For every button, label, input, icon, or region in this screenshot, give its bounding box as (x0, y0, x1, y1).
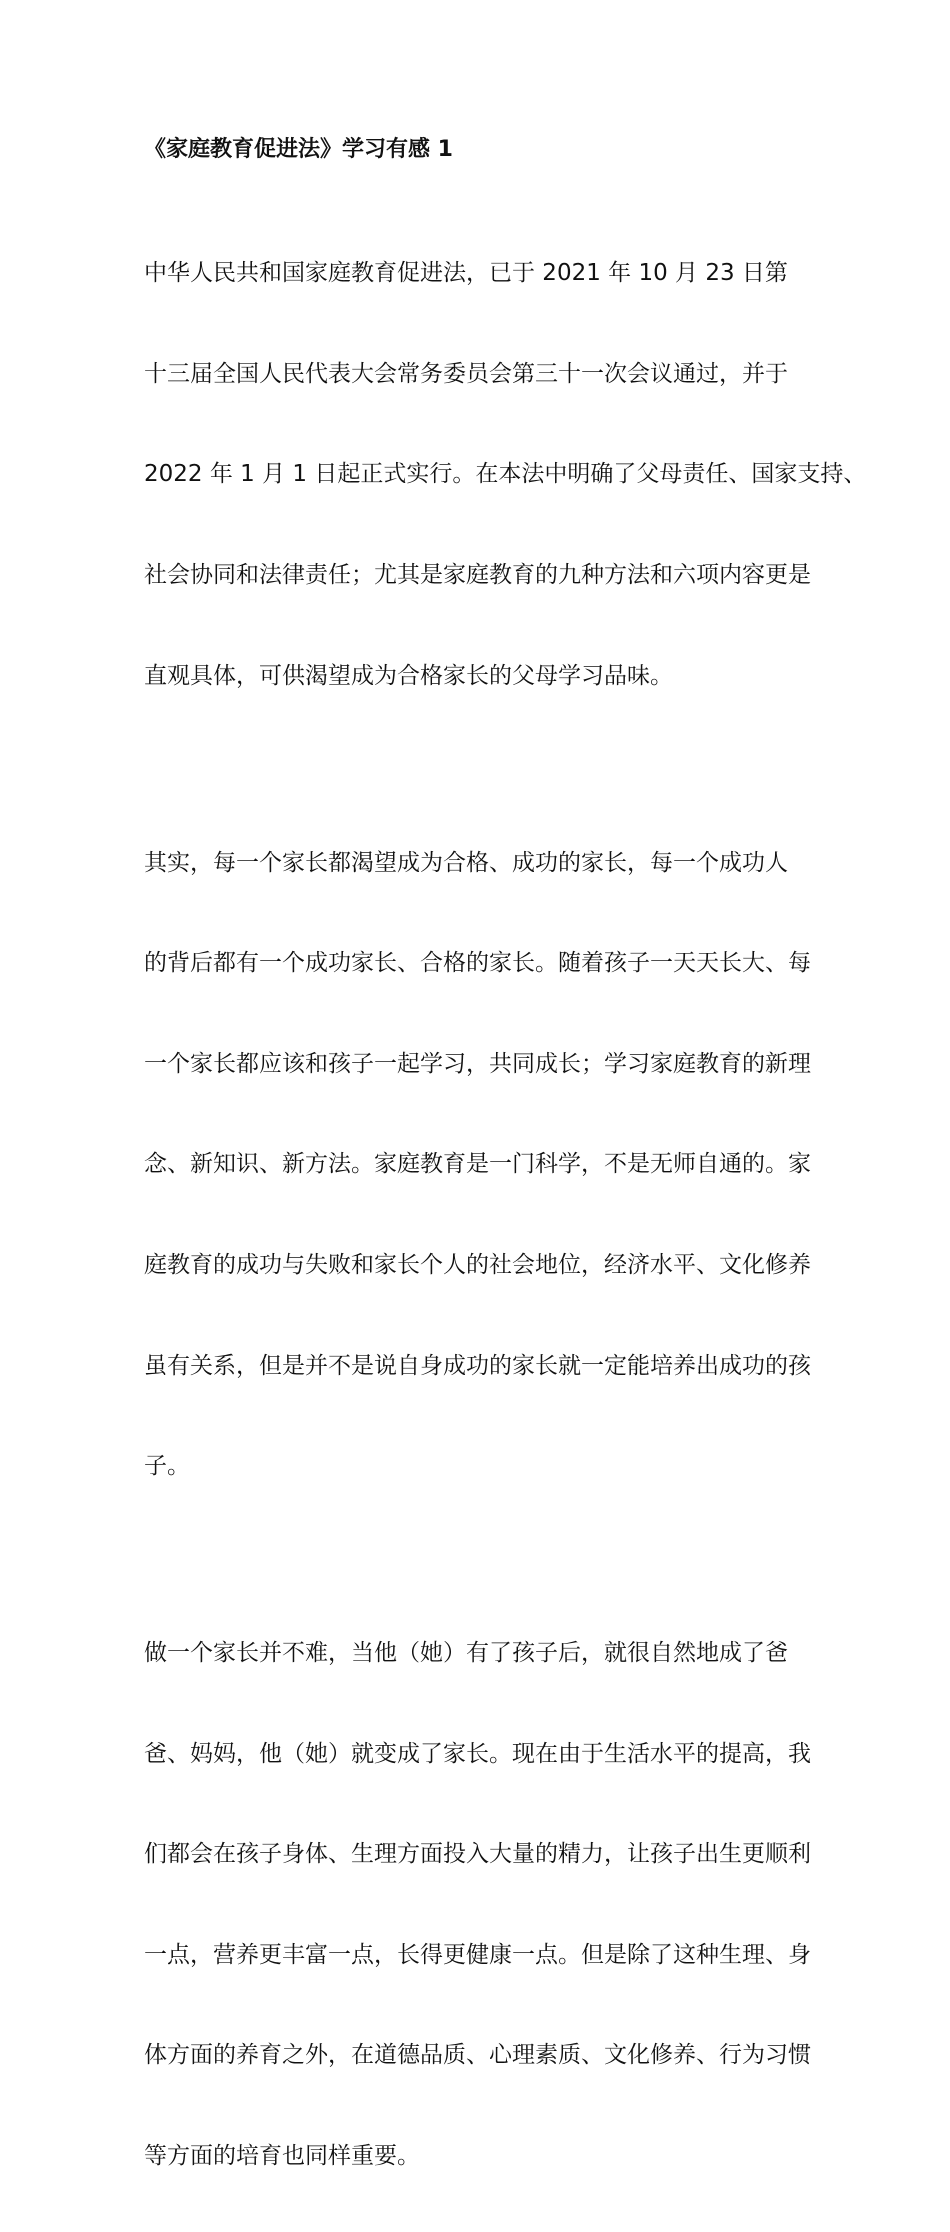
paragraph-line: 社会协同和法律责任；尤其是家庭教育的九种方法和六项内容更是 (144, 562, 811, 589)
paragraph-line: 其实，每一个家长都渴望成为合格、成功的家长，每一个成功人 (144, 849, 788, 876)
paragraph-1 (144, 198, 867, 751)
paragraph-line: 一点，营养更丰富一点，长得更健康一点。但是除了这种生理、身 (144, 1941, 811, 1968)
paragraph-3 (144, 1578, 809, 2232)
paragraph-line: 2022 年 1 月 1 日起正式实行。在本法中明确了父母责任、国家支持、 (144, 461, 867, 488)
paragraph-line: 十三届全国人民代表大会常务委员会第三十一次会议通过，并于 (144, 360, 788, 387)
document-title: 《家庭教育促进法》学习有感 1 (144, 137, 453, 162)
paragraph-line: 等方面的培育也同样重要。 (144, 2142, 420, 2169)
paragraph-line: 子。 (144, 1453, 190, 1480)
paragraph-line: 念、新知识、新方法。家庭教育是一门科学，不是无师自通的。家 (144, 1151, 811, 1178)
paragraph-line: 庭教育的成功与失败和家长个人的社会地位，经济水平、文化修养 (144, 1251, 811, 1278)
paragraph-line: 一个家长都应该和孩子一起学习，共同成长；学习家庭教育的新理 (144, 1050, 811, 1077)
paragraph-line: 爸、妈妈，他（她）就变成了家长。现在由于生活水平的提高，我 (144, 1740, 811, 1767)
document-body (144, 130, 867, 2232)
paragraph-line: 虽有关系，但是并不是说自身成功的家长就一定能培养出成功的孩 (144, 1352, 811, 1379)
paragraph-line: 做一个家长并不难，当他（她）有了孩子后，就很自然地成了爸 (144, 1640, 788, 1667)
paragraph-line: 体方面的养育之外，在道德品质、心理素质、文化修养、行为习惯 (144, 2042, 811, 2069)
paragraph-line: 的背后都有一个成功家长、合格的家长。随着孩子一天天长大、每 (144, 950, 811, 977)
paragraph-line: 们都会在孩子身体、生理方面投入大量的精力，让孩子出生更顺利 (144, 1841, 811, 1868)
paragraph-line: 直观具体，可供渴望成为合格家长的父母学习品味。 (144, 662, 673, 689)
paragraph-2 (144, 787, 809, 1541)
paragraph-line: 中华人民共和国家庭教育促进法，已于 2021 年 10 月 23 日第 (144, 260, 788, 287)
